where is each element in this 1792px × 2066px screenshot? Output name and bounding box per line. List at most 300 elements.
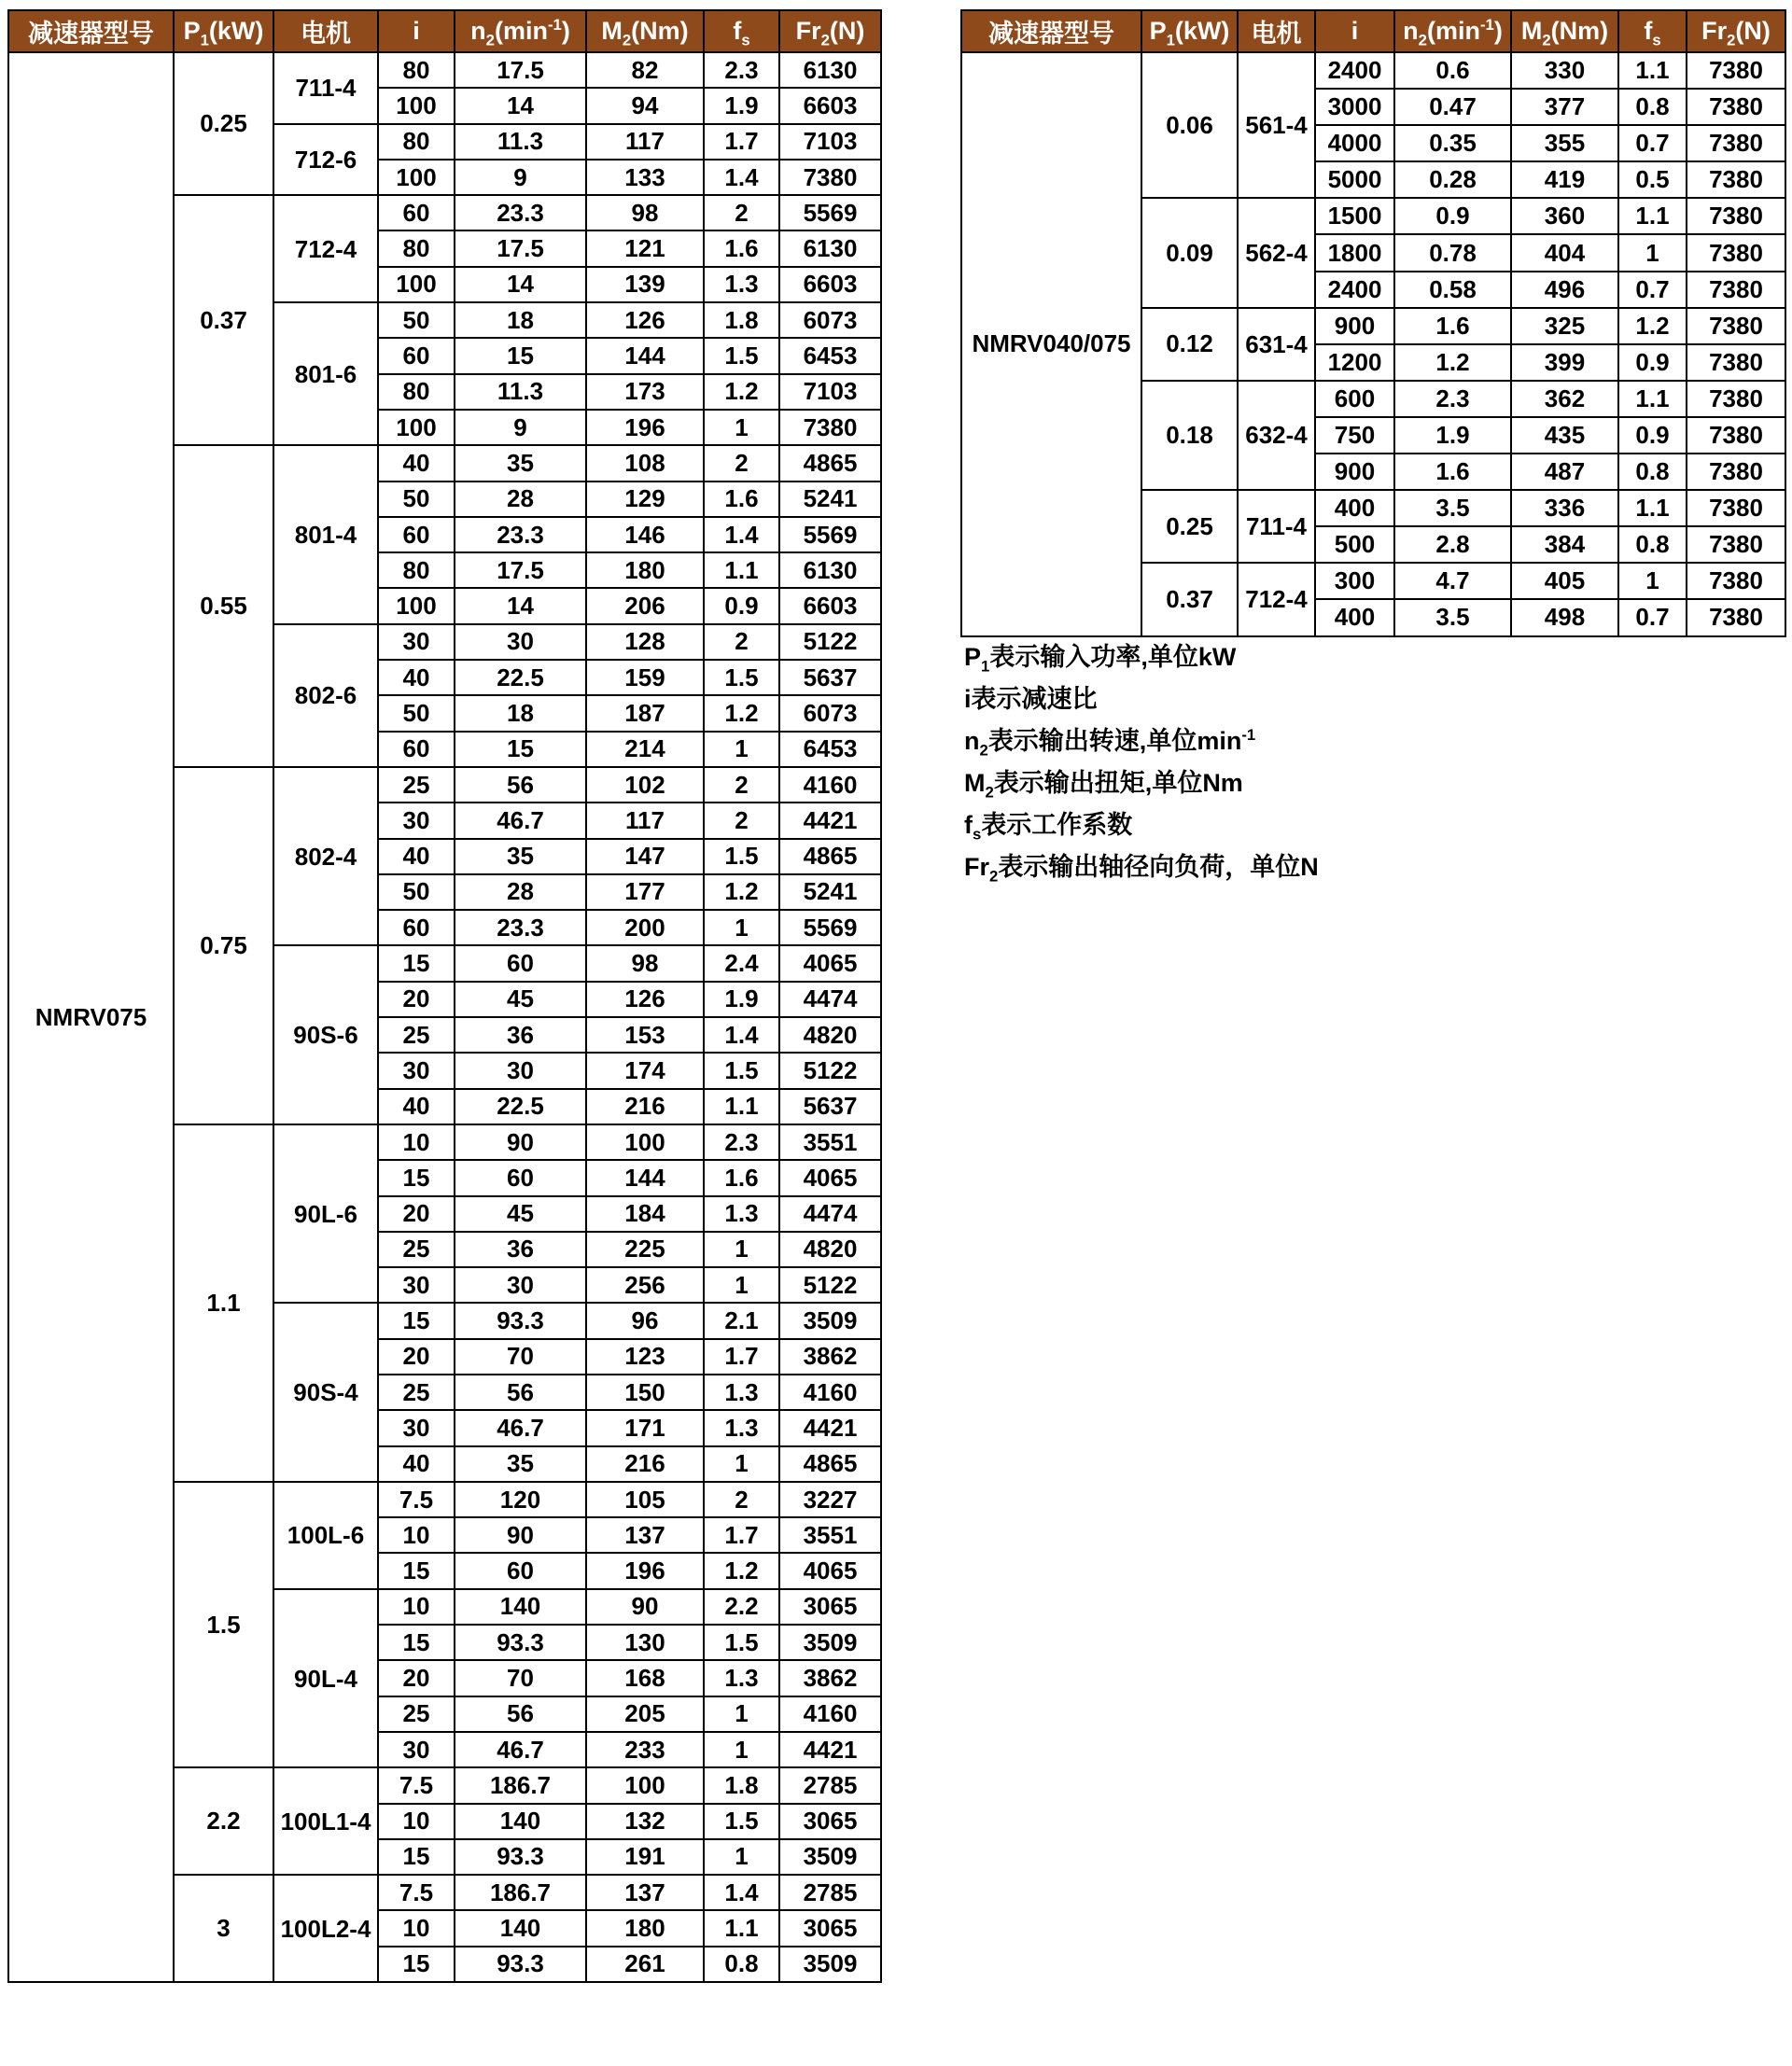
i-cell: 80 bbox=[378, 552, 455, 588]
m2-cell: 144 bbox=[586, 338, 704, 373]
i-cell: 60 bbox=[378, 517, 455, 552]
motor-cell: 100L2-4 bbox=[273, 1875, 378, 1982]
m2-cell: 225 bbox=[586, 1232, 704, 1267]
i-cell: 10 bbox=[378, 1910, 455, 1946]
fs-cell: 1.2 bbox=[704, 695, 779, 731]
n2-cell: 60 bbox=[455, 945, 586, 981]
motor-cell: 90S-4 bbox=[273, 1303, 378, 1481]
fs-cell: 1.7 bbox=[704, 1339, 779, 1375]
motor-cell: 712-6 bbox=[273, 124, 378, 196]
motor-cell: 561-4 bbox=[1238, 52, 1315, 198]
motor-cell: 562-4 bbox=[1238, 198, 1315, 307]
i-cell: 25 bbox=[378, 1232, 455, 1267]
i-cell: 80 bbox=[378, 374, 455, 410]
fs-cell: 1.1 bbox=[704, 1089, 779, 1124]
m2-cell: 216 bbox=[586, 1089, 704, 1124]
i-cell: 900 bbox=[1315, 454, 1394, 490]
m2-cell: 144 bbox=[586, 1160, 704, 1195]
fs-cell: 1.2 bbox=[704, 874, 779, 910]
fr2-cell: 6603 bbox=[779, 88, 881, 123]
fr2-cell: 5122 bbox=[779, 1053, 881, 1088]
m2-cell: 216 bbox=[586, 1446, 704, 1482]
n2-cell: 2.8 bbox=[1394, 526, 1511, 563]
fs-cell: 1 bbox=[704, 410, 779, 445]
i-cell: 15 bbox=[378, 1947, 455, 1982]
motor-cell: 632-4 bbox=[1238, 381, 1315, 490]
n2-cell: 14 bbox=[455, 88, 586, 123]
i-cell: 750 bbox=[1315, 417, 1394, 454]
left-table-body bbox=[8, 52, 881, 1982]
fs-cell: 1.5 bbox=[704, 338, 779, 373]
fr2-cell: 5637 bbox=[779, 1089, 881, 1124]
i-cell: 100 bbox=[378, 588, 455, 623]
fr2-cell: 3065 bbox=[779, 1910, 881, 1946]
fs-cell: 1.1 bbox=[1618, 381, 1687, 417]
n2-cell: 56 bbox=[455, 1375, 586, 1410]
fs-cell: 0.9 bbox=[1618, 344, 1687, 381]
i-cell: 7.5 bbox=[378, 1875, 455, 1910]
m2-cell: 121 bbox=[586, 230, 704, 266]
fr2-cell: 5241 bbox=[779, 482, 881, 517]
fr2-cell: 6130 bbox=[779, 230, 881, 266]
fr2-cell: 4065 bbox=[779, 945, 881, 981]
m2-cell: 214 bbox=[586, 732, 704, 767]
n2-cell: 36 bbox=[455, 1232, 586, 1267]
i-cell: 100 bbox=[378, 410, 455, 445]
m2-cell: 133 bbox=[586, 160, 704, 195]
fs-cell: 1 bbox=[704, 1232, 779, 1267]
fs-cell: 1.1 bbox=[1618, 198, 1687, 234]
i-cell: 60 bbox=[378, 338, 455, 373]
m2-cell: 377 bbox=[1511, 89, 1618, 125]
fr2-cell: 3509 bbox=[779, 1625, 881, 1660]
i-cell: 60 bbox=[378, 195, 455, 230]
i-cell: 15 bbox=[378, 1303, 455, 1338]
n2-cell: 140 bbox=[455, 1804, 586, 1839]
i-cell: 40 bbox=[378, 839, 455, 874]
power-cell: 0.09 bbox=[1141, 198, 1238, 307]
fs-cell: 1.5 bbox=[704, 1625, 779, 1660]
motor-cell: 802-6 bbox=[273, 624, 378, 767]
i-cell: 900 bbox=[1315, 308, 1394, 344]
power-cell: 0.25 bbox=[1141, 490, 1238, 563]
fr2-cell: 7380 bbox=[1687, 234, 1785, 271]
motor-cell: 90L-6 bbox=[273, 1124, 378, 1303]
header-fs: $f_s$ bbox=[704, 10, 779, 52]
m2-cell: 177 bbox=[586, 874, 704, 910]
n2-cell: 35 bbox=[455, 1446, 586, 1482]
fs-cell: 1.8 bbox=[704, 1767, 779, 1803]
i-cell: 400 bbox=[1315, 599, 1394, 635]
n2-cell: 17.5 bbox=[455, 230, 586, 266]
fs-cell: 1 bbox=[704, 1839, 779, 1875]
header-motor: 电机 bbox=[273, 10, 378, 52]
n2-cell: 23.3 bbox=[455, 910, 586, 945]
power-cell: 0.18 bbox=[1141, 381, 1238, 490]
fr2-cell: 3509 bbox=[779, 1303, 881, 1338]
m2-cell: 233 bbox=[586, 1732, 704, 1767]
fs-cell: 1.9 bbox=[704, 88, 779, 123]
n2-cell: 11.3 bbox=[455, 124, 586, 160]
n2-cell: 93.3 bbox=[455, 1625, 586, 1660]
fs-cell: 1.6 bbox=[704, 482, 779, 517]
i-cell: 30 bbox=[378, 1732, 455, 1767]
i-cell: 7.5 bbox=[378, 1482, 455, 1517]
n2-cell: 22.5 bbox=[455, 1089, 586, 1124]
legend-n2: $n_2$表示输出转速,单位$\min^{-1}$ bbox=[964, 726, 1256, 760]
n2-cell: 46.7 bbox=[455, 803, 586, 838]
n2-cell: 90 bbox=[455, 1124, 586, 1160]
n2-cell: 30 bbox=[455, 624, 586, 660]
m2-cell: 330 bbox=[1511, 52, 1618, 89]
fr2-cell: 7380 bbox=[1687, 198, 1785, 234]
motor-cell: 711-4 bbox=[1238, 490, 1315, 563]
header-i: i bbox=[378, 10, 455, 52]
n2-cell: 22.5 bbox=[455, 660, 586, 695]
power-cell: 0.75 bbox=[174, 767, 273, 1124]
fr2-cell: 3551 bbox=[779, 1124, 881, 1160]
i-cell: 15 bbox=[378, 1625, 455, 1660]
m2-cell: 174 bbox=[586, 1053, 704, 1088]
fs-cell: 1.3 bbox=[704, 1660, 779, 1696]
n2-cell: 93.3 bbox=[455, 1303, 586, 1338]
i-cell: 100 bbox=[378, 88, 455, 123]
i-cell: 15 bbox=[378, 945, 455, 981]
i-cell: 30 bbox=[378, 803, 455, 838]
n2-cell: 30 bbox=[455, 1267, 586, 1303]
fr2-cell: 3509 bbox=[779, 1947, 881, 1982]
m2-cell: 117 bbox=[586, 124, 704, 160]
header-model: 减速器型号 bbox=[8, 10, 174, 52]
fr2-cell: 5569 bbox=[779, 910, 881, 945]
fs-cell: 1.1 bbox=[1618, 52, 1687, 89]
m2-cell: 360 bbox=[1511, 198, 1618, 234]
fs-cell: 1.4 bbox=[704, 517, 779, 552]
fs-cell: 1.7 bbox=[704, 1517, 779, 1553]
fs-cell: 1.9 bbox=[704, 982, 779, 1017]
fs-cell: 0.7 bbox=[1618, 125, 1687, 161]
n2-cell: 0.9 bbox=[1394, 198, 1511, 234]
fr2-cell: 7380 bbox=[1687, 454, 1785, 490]
m2-cell: 129 bbox=[586, 482, 704, 517]
header-model: 减速器型号 bbox=[961, 10, 1141, 52]
legend-m2: $M_2$表示输出扭矩,单位Nm bbox=[964, 769, 1243, 802]
power-cell: 0.25 bbox=[174, 52, 273, 195]
header-fr2: $Fr_2(N)$ bbox=[1687, 10, 1785, 52]
fs-cell: 1 bbox=[704, 1732, 779, 1767]
i-cell: 2400 bbox=[1315, 272, 1394, 308]
fs-cell: 2 bbox=[704, 445, 779, 481]
fr2-cell: 3862 bbox=[779, 1339, 881, 1375]
n2-cell: 60 bbox=[455, 1160, 586, 1195]
n2-cell: 23.3 bbox=[455, 517, 586, 552]
i-cell: 15 bbox=[378, 1553, 455, 1588]
n2-cell: 3.5 bbox=[1394, 599, 1511, 635]
n2-cell: 2.3 bbox=[1394, 381, 1511, 417]
m2-cell: 100 bbox=[586, 1767, 704, 1803]
n2-cell: 23.3 bbox=[455, 195, 586, 230]
fr2-cell: 4865 bbox=[779, 445, 881, 481]
n2-cell: 0.58 bbox=[1394, 272, 1511, 308]
i-cell: 25 bbox=[378, 1375, 455, 1410]
m2-cell: 184 bbox=[586, 1196, 704, 1232]
fr2-cell: 4474 bbox=[779, 1196, 881, 1232]
m2-cell: 487 bbox=[1511, 454, 1618, 490]
n2-cell: 1.9 bbox=[1394, 417, 1511, 454]
fs-cell: 1.3 bbox=[704, 267, 779, 302]
nmrv075-spec-table bbox=[7, 9, 882, 1983]
fs-cell: 2.3 bbox=[704, 52, 779, 88]
fr2-cell: 3065 bbox=[779, 1804, 881, 1839]
motor-cell: 802-4 bbox=[273, 767, 378, 945]
fs-cell: 2 bbox=[704, 195, 779, 230]
fs-cell: 2.2 bbox=[704, 1589, 779, 1625]
motor-cell: 711-4 bbox=[273, 52, 378, 124]
fs-cell: 1.2 bbox=[1618, 308, 1687, 344]
m2-cell: 137 bbox=[586, 1875, 704, 1910]
fr2-cell: 7380 bbox=[1687, 308, 1785, 344]
fs-cell: 1.3 bbox=[704, 1410, 779, 1445]
m2-cell: 180 bbox=[586, 1910, 704, 1946]
i-cell: 5000 bbox=[1315, 161, 1394, 198]
n2-cell: 4.7 bbox=[1394, 563, 1511, 599]
i-cell: 50 bbox=[378, 874, 455, 910]
m2-cell: 126 bbox=[586, 982, 704, 1017]
power-cell: 1.1 bbox=[174, 1124, 273, 1482]
n2-cell: 15 bbox=[455, 732, 586, 767]
power-cell: 0.55 bbox=[174, 445, 273, 767]
fs-cell: 2.3 bbox=[704, 1124, 779, 1160]
fr2-cell: 2785 bbox=[779, 1875, 881, 1910]
fs-cell: 2 bbox=[704, 1482, 779, 1517]
i-cell: 1800 bbox=[1315, 234, 1394, 271]
fr2-cell: 5122 bbox=[779, 624, 881, 660]
n2-cell: 90 bbox=[455, 1517, 586, 1553]
n2-cell: 60 bbox=[455, 1553, 586, 1588]
m2-cell: 362 bbox=[1511, 381, 1618, 417]
fr2-cell: 7380 bbox=[1687, 52, 1785, 89]
i-cell: 10 bbox=[378, 1804, 455, 1839]
fr2-cell: 6130 bbox=[779, 552, 881, 588]
header-i: i bbox=[1315, 10, 1394, 52]
i-cell: 25 bbox=[378, 1696, 455, 1732]
m2-cell: 205 bbox=[586, 1696, 704, 1732]
i-cell: 50 bbox=[378, 695, 455, 731]
n2-cell: 15 bbox=[455, 338, 586, 373]
n2-cell: 18 bbox=[455, 302, 586, 338]
i-cell: 25 bbox=[378, 767, 455, 803]
i-cell: 400 bbox=[1315, 490, 1394, 526]
fs-cell: 1.4 bbox=[704, 1875, 779, 1910]
model-cell: NMRV075 bbox=[8, 52, 174, 1982]
fr2-cell: 5637 bbox=[779, 660, 881, 695]
n2-cell: 36 bbox=[455, 1017, 586, 1053]
header-m2: $M_2(Nm)$ bbox=[586, 10, 704, 52]
model-cell: NMRV040/075 bbox=[961, 52, 1141, 636]
i-cell: 20 bbox=[378, 1339, 455, 1375]
fs-cell: 1 bbox=[704, 1446, 779, 1482]
i-cell: 80 bbox=[378, 52, 455, 88]
m2-cell: 206 bbox=[586, 588, 704, 623]
i-cell: 30 bbox=[378, 1410, 455, 1445]
fs-cell: 0.7 bbox=[1618, 272, 1687, 308]
fs-cell: 1.5 bbox=[704, 839, 779, 874]
fr2-cell: 4865 bbox=[779, 839, 881, 874]
power-cell: 0.12 bbox=[1141, 308, 1238, 381]
i-cell: 15 bbox=[378, 1839, 455, 1875]
n2-cell: 45 bbox=[455, 982, 586, 1017]
i-cell: 60 bbox=[378, 910, 455, 945]
fr2-cell: 7380 bbox=[1687, 89, 1785, 125]
m2-cell: 96 bbox=[586, 1303, 704, 1338]
n2-cell: 0.47 bbox=[1394, 89, 1511, 125]
m2-cell: 100 bbox=[586, 1124, 704, 1160]
motor-cell: 100L1-4 bbox=[273, 1767, 378, 1875]
fs-cell: 1.3 bbox=[704, 1375, 779, 1410]
power-cell: 3 bbox=[174, 1875, 273, 1982]
fr2-cell: 7380 bbox=[1687, 272, 1785, 308]
motor-cell: 90L-4 bbox=[273, 1589, 378, 1767]
n2-cell: 46.7 bbox=[455, 1732, 586, 1767]
m2-cell: 90 bbox=[586, 1589, 704, 1625]
fr2-cell: 4820 bbox=[779, 1017, 881, 1053]
fr2-cell: 3862 bbox=[779, 1660, 881, 1696]
fs-cell: 0.8 bbox=[1618, 89, 1687, 125]
header-n2: $n_2(\min^{-1})$ bbox=[1394, 10, 1511, 52]
fr2-cell: 5241 bbox=[779, 874, 881, 910]
fs-cell: 2.4 bbox=[704, 945, 779, 981]
legend-i: i表示减速比 bbox=[964, 685, 1098, 713]
i-cell: 40 bbox=[378, 1089, 455, 1124]
header-motor: 电机 bbox=[1238, 10, 1315, 52]
m2-cell: 336 bbox=[1511, 490, 1618, 526]
n2-cell: 0.28 bbox=[1394, 161, 1511, 198]
n2-cell: 93.3 bbox=[455, 1947, 586, 1982]
m2-cell: 187 bbox=[586, 695, 704, 731]
fr2-cell: 4474 bbox=[779, 982, 881, 1017]
n2-cell: 18 bbox=[455, 695, 586, 731]
header-fs: $f_s$ bbox=[1618, 10, 1687, 52]
n2-cell: 9 bbox=[455, 410, 586, 445]
fs-cell: 0.5 bbox=[1618, 161, 1687, 198]
i-cell: 20 bbox=[378, 1196, 455, 1232]
legend-fs: $f_s$表示工作系数 bbox=[964, 811, 1133, 844]
m2-cell: 105 bbox=[586, 1482, 704, 1517]
m2-cell: 137 bbox=[586, 1517, 704, 1553]
motor-cell: 631-4 bbox=[1238, 308, 1315, 381]
m2-cell: 196 bbox=[586, 410, 704, 445]
m2-cell: 405 bbox=[1511, 563, 1618, 599]
fs-cell: 1.5 bbox=[704, 660, 779, 695]
i-cell: 10 bbox=[378, 1589, 455, 1625]
fs-cell: 1.3 bbox=[704, 1196, 779, 1232]
fs-cell: 1.2 bbox=[704, 374, 779, 410]
fr2-cell: 3551 bbox=[779, 1517, 881, 1553]
i-cell: 1200 bbox=[1315, 344, 1394, 381]
fr2-cell: 7380 bbox=[1687, 381, 1785, 417]
n2-cell: 70 bbox=[455, 1339, 586, 1375]
m2-cell: 419 bbox=[1511, 161, 1618, 198]
fr2-cell: 6603 bbox=[779, 267, 881, 302]
header-n2: $n_2(\min^{-1})$ bbox=[455, 10, 586, 52]
n2-cell: 56 bbox=[455, 767, 586, 803]
fr2-cell: 7380 bbox=[1687, 526, 1785, 563]
fr2-cell: 6453 bbox=[779, 338, 881, 373]
fr2-cell: 7380 bbox=[1687, 563, 1785, 599]
m2-cell: 153 bbox=[586, 1017, 704, 1053]
fr2-cell: 7380 bbox=[1687, 599, 1785, 635]
fr2-cell: 7380 bbox=[1687, 417, 1785, 454]
fr2-cell: 7380 bbox=[1687, 344, 1785, 381]
fs-cell: 1.6 bbox=[704, 1160, 779, 1195]
fs-cell: 0.9 bbox=[1618, 417, 1687, 454]
n2-cell: 3.5 bbox=[1394, 490, 1511, 526]
fs-cell: 1 bbox=[704, 1696, 779, 1732]
m2-cell: 128 bbox=[586, 624, 704, 660]
fs-cell: 2 bbox=[704, 803, 779, 838]
fr2-cell: 4865 bbox=[779, 1446, 881, 1482]
i-cell: 500 bbox=[1315, 526, 1394, 563]
fr2-cell: 4160 bbox=[779, 1696, 881, 1732]
n2-cell: 17.5 bbox=[455, 52, 586, 88]
i-cell: 30 bbox=[378, 1053, 455, 1088]
i-cell: 50 bbox=[378, 482, 455, 517]
m2-cell: 399 bbox=[1511, 344, 1618, 381]
fr2-cell: 3509 bbox=[779, 1839, 881, 1875]
table-row bbox=[961, 52, 1785, 89]
header-p1: $P_1(kW)$ bbox=[1141, 10, 1238, 52]
power-cell: 0.37 bbox=[1141, 563, 1238, 635]
fs-cell: 0.8 bbox=[1618, 454, 1687, 490]
m2-cell: 256 bbox=[586, 1267, 704, 1303]
fs-cell: 2 bbox=[704, 624, 779, 660]
m2-cell: 384 bbox=[1511, 526, 1618, 563]
m2-cell: 171 bbox=[586, 1410, 704, 1445]
fr2-cell: 4421 bbox=[779, 1410, 881, 1445]
legend-fr2: $Fr_2$表示输出轴径向负荷，单位N bbox=[964, 853, 1319, 886]
fs-cell: 0.9 bbox=[704, 588, 779, 623]
i-cell: 30 bbox=[378, 624, 455, 660]
m2-cell: 98 bbox=[586, 195, 704, 230]
fs-cell: 1.5 bbox=[704, 1804, 779, 1839]
i-cell: 600 bbox=[1315, 381, 1394, 417]
i-cell: 40 bbox=[378, 660, 455, 695]
i-cell: 60 bbox=[378, 732, 455, 767]
fs-cell: 1.1 bbox=[1618, 490, 1687, 526]
n2-cell: 56 bbox=[455, 1696, 586, 1732]
i-cell: 7.5 bbox=[378, 1767, 455, 1803]
fr2-cell: 2785 bbox=[779, 1767, 881, 1803]
fs-cell: 1 bbox=[1618, 234, 1687, 271]
legend bbox=[964, 636, 1319, 888]
m2-cell: 132 bbox=[586, 1804, 704, 1839]
m2-cell: 130 bbox=[586, 1625, 704, 1660]
n2-cell: 1.2 bbox=[1394, 344, 1511, 381]
fs-cell: 0.8 bbox=[1618, 526, 1687, 563]
fs-cell: 1 bbox=[704, 910, 779, 945]
fs-cell: 2 bbox=[704, 767, 779, 803]
fr2-cell: 6130 bbox=[779, 52, 881, 88]
i-cell: 25 bbox=[378, 1017, 455, 1053]
fr2-cell: 4421 bbox=[779, 1732, 881, 1767]
fr2-cell: 7380 bbox=[779, 410, 881, 445]
n2-cell: 30 bbox=[455, 1053, 586, 1088]
fr2-cell: 4065 bbox=[779, 1553, 881, 1588]
fs-cell: 1.7 bbox=[704, 124, 779, 160]
m2-cell: 496 bbox=[1511, 272, 1618, 308]
fs-cell: 1.4 bbox=[704, 1017, 779, 1053]
m2-cell: 191 bbox=[586, 1839, 704, 1875]
